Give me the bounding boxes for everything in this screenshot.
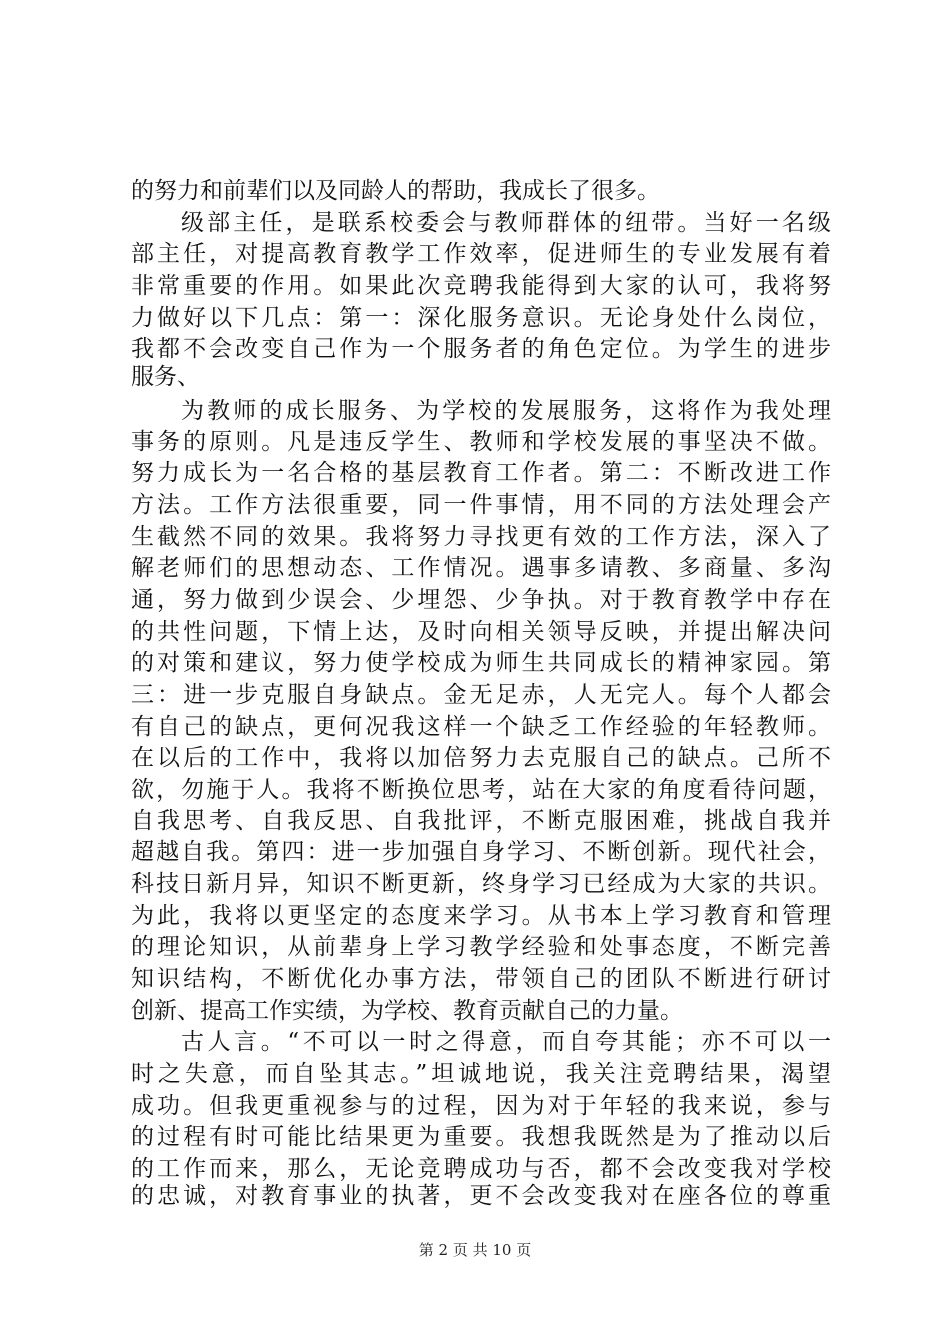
text-line: 创新、提高工作实绩，为学校、教育贡献自己的力量。 bbox=[131, 998, 683, 1024]
text-line: 的过程有时可能比结果更为重要。我想我既然是为了推动以后 bbox=[131, 1124, 831, 1150]
text-line: 通，努力做到少误会、少埋怨、少争执。对于教育教学中存在 bbox=[131, 587, 831, 613]
text-line: 我都不会改变自己作为一个服务者的角色定位。为学生的进步 bbox=[131, 336, 831, 362]
text-line: 的努力和前辈们以及同龄人的帮助，我成长了很多。 bbox=[131, 178, 660, 204]
text-line: 非常重要的作用。如果此次竞聘我能得到大家的认可，我将努 bbox=[131, 273, 831, 299]
text-line: 生截然不同的效果。我将努力寻找更有效的工作方法，深入了 bbox=[131, 524, 831, 550]
text-line: 服务、 bbox=[131, 364, 200, 390]
text-line: 超越自我。第四：进一步加强自身学习、不断创新。现代社会， bbox=[131, 839, 831, 865]
page-number: 第 2 页 共 10 页 bbox=[418, 1241, 532, 1259]
text-line: 时之失意，而自坠其志。”坦诚地说，我关注竞聘结果，渴望 bbox=[131, 1061, 831, 1087]
text-line: 三：进一步克服自身缺点。金无足赤，人无完人。每个人都会 bbox=[131, 682, 831, 708]
text-line: 级部主任，是联系校委会与教师群体的纽带。当好一名级 bbox=[181, 210, 831, 236]
text-line: 的忠诚，对教育事业的执著，更不会改变我对在座各位的尊重 bbox=[131, 1183, 831, 1209]
text-line: 古人言。“不可以一时之得意，而自夸其能；亦不可以一 bbox=[181, 1029, 831, 1055]
text-line: 的理论知识，从前辈身上学习教学经验和处事态度，不断完善 bbox=[131, 934, 831, 960]
text-line: 的工作而来，那么，无论竞聘成功与否，都不会改变我对学校 bbox=[131, 1156, 831, 1182]
text-line: 力做好以下几点：第一：深化服务意识。无论身处什么岗位， bbox=[131, 305, 831, 331]
text-line: 部主任，对提高教育教学工作效率，促进师生的专业发展有着 bbox=[131, 241, 831, 267]
text-line: 欲，勿施于人。我将不断换位思考，站在大家的角度看待问题， bbox=[131, 777, 831, 803]
text-line: 为此，我将以更坚定的态度来学习。从书本上学习教育和管理 bbox=[131, 903, 831, 929]
text-line: 方法。工作方法很重要，同一件事情，用不同的方法处理会产 bbox=[131, 492, 831, 518]
text-line: 的共性问题，下情上达，及时向相关领导反映，并提出解决问 bbox=[131, 619, 831, 645]
text-line: 知识结构，不断优化办事方法，带领自己的团队不断进行研讨 bbox=[131, 966, 831, 992]
text-line: 解老师们的思想动态、工作情况。遇事多请教、多商量、多沟 bbox=[131, 555, 831, 581]
text-line: 努力成长为一名合格的基层教育工作者。第二：不断改进工作 bbox=[131, 460, 831, 486]
text-line: 自我思考、自我反思、自我批评，不断克服困难，挑战自我并 bbox=[131, 808, 831, 834]
text-line: 有自己的缺点，更何况我这样一个缺乏工作经验的年轻教师。 bbox=[131, 714, 831, 740]
text-line: 在以后的工作中，我将以加倍努力去克服自己的缺点。己所不 bbox=[131, 745, 831, 771]
text-line: 科技日新月异，知识不断更新，终身学习已经成为大家的共识。 bbox=[131, 871, 831, 897]
text-line: 的对策和建议，努力使学校成为师生共同成长的精神家园。第 bbox=[131, 650, 831, 676]
text-line: 成功。但我更重视参与的过程，因为对于年轻的我来说，参与 bbox=[131, 1093, 831, 1119]
text-line: 为教师的成长服务、为学校的发展服务，这将作为我处理 bbox=[181, 398, 831, 424]
text-line: 事务的原则。凡是违反学生、教师和学校发展的事坚决不做。 bbox=[131, 429, 831, 455]
